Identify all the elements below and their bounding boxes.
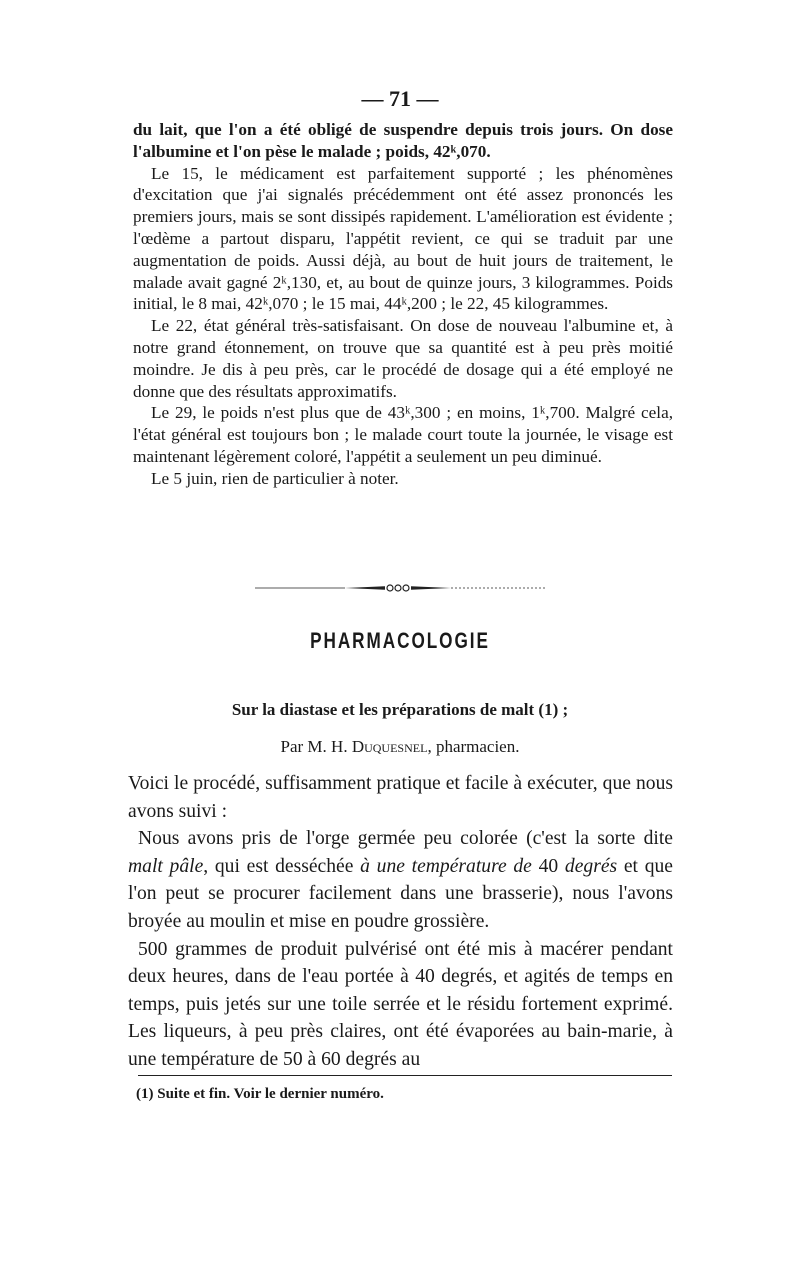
- byline: [0, 737, 800, 757]
- paragraph: Voici le procédé, suffisamment pratique et facile à exécuter, que nous avons suivi :: [128, 773, 673, 822]
- paragraph: Le 15, le médicament est parfaitement supporté ; les phénomènes d'excitation que j'ai signalés précédemment ont été assez prononcés les premiers jours, mais se sont dissipés rapidement. L'amélioration est évidente ; l'œdème a partout disparu, l'appétit revient, ce qui se traduit par une augmentation de poids. Aussi déjà, au bout de huit jours de traitement, le malade avait gagné 2ᵏ,130, et, au bout de quinze jours, 3 kilogrammes. Poids initial, le 8 mai, 42ᵏ,070 ; le 15 mai, 44ᵏ,200 ; le 22, 45 kilogrammes.: [133, 163, 673, 314]
- bold-run: du lait, que l'on a été obligé de suspendre depuis trois jours. On dose l'albumine et l'on pèse le malade ; poids, 42ᵏ,070.: [133, 120, 673, 161]
- italic-run: degrés: [564, 855, 618, 877]
- article-body: [128, 770, 673, 1074]
- page-number: — 71 —: [361, 86, 439, 111]
- top-text-block: [133, 119, 673, 490]
- byline-prefix: Par M. H.: [280, 737, 352, 756]
- footnote-rule: [138, 1075, 672, 1076]
- text-run: , qui est desséchée: [203, 855, 361, 877]
- paragraph: [133, 119, 673, 163]
- ornamental-divider: [255, 583, 545, 593]
- text-run: 40: [531, 855, 565, 877]
- text-run: Nous avons pris de l'orge germée peu colorée (c'est la sorte dite: [138, 828, 673, 850]
- text-run: et que l'on peut se procurer facilement dans une brasserie), nous l'avons broyée au moulin et mise en poudre grossière.: [128, 855, 674, 932]
- italic-run: malt pâle: [128, 855, 204, 877]
- paragraph: Le 29, le poids n'est plus que de 43ᵏ,300 ; en moins, 1ᵏ,700. Malgré cela, l'état général est toujours bon ; le malade court toute la journée, le visage est maintenant légèrement coloré, l'appétit a seulement un peu diminué.: [133, 403, 673, 466]
- section-title: PHARMACOLOGIE: [310, 628, 490, 653]
- italic-run: à une température de: [360, 855, 532, 877]
- paragraph: Le 22, état général très-satisfaisant. On dose de nouveau l'albumine et, à notre grand étonnement, on trouve que sa quantité est à peu près moitié moindre. Je dis à peu près, car le procédé de dosage qui a été employé ne donne que des résultats approximatifs.: [133, 316, 673, 401]
- footnote: (1) Suite et fin. Voir le dernier numéro.: [136, 1086, 384, 1102]
- paragraph: [128, 825, 673, 935]
- paragraph: Le 5 juin, rien de particulier à noter.: [151, 468, 399, 488]
- article-title: Sur la diastase et les préparations de malt (1) ;: [231, 700, 569, 719]
- byline-author: Duquesnel: [351, 737, 428, 756]
- byline-suffix: , pharmacien.: [427, 737, 520, 756]
- paragraph: 500 grammes de produit pulvérisé ont été mis à macérer pendant deux heures, dans de l'eau portée à 40 degrés, et agités de temps en temps, puis jetés sur une toile serrée et le résidu fortement exprimé. Les liqueurs, à peu près claires, ont été évaporées au bain-marie, à une température de 50 à 60 degrés au: [128, 938, 673, 1070]
